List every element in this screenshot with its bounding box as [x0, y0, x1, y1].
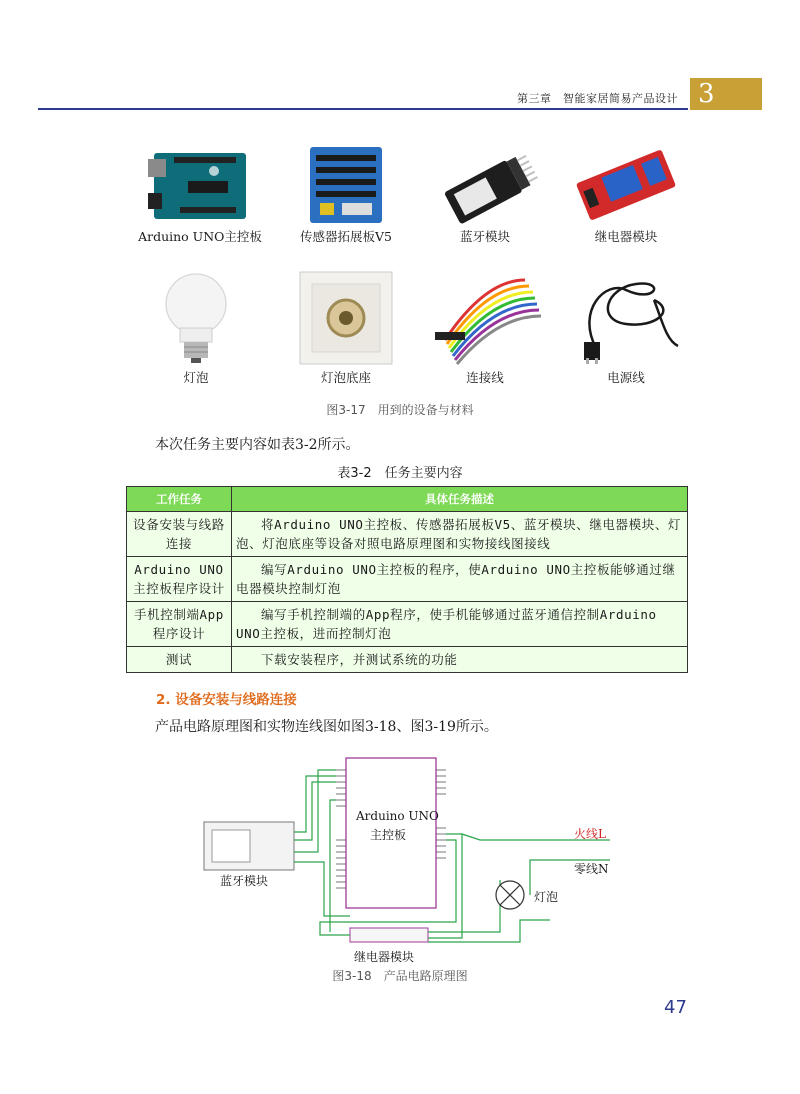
arduino-left-pins	[336, 770, 346, 888]
live-wire-label: 火线L	[574, 827, 606, 841]
table-row	[127, 647, 688, 673]
table-cell-desc: 编写手机控制端的App程序，使手机能够通过蓝牙通信控制Arduino UNO主控板，进而控制灯泡	[232, 602, 688, 647]
table-row	[127, 602, 688, 647]
intro-paragraph: 本次任务主要内容如表3-2所示。	[155, 437, 360, 453]
bulb-socket-icon	[286, 270, 406, 366]
board-label-line1: Arduino UNO	[356, 809, 439, 823]
signal-wires	[294, 770, 610, 942]
table-row	[127, 557, 688, 602]
item-label: Arduino UNO主控板	[138, 229, 262, 244]
item-label: 传感器拓展板V5	[300, 229, 392, 244]
bluetooth-label: 蓝牙模块	[220, 874, 269, 888]
page-number: 47	[664, 997, 687, 1018]
figure-caption: 图3-18 产品电路原理图	[332, 969, 468, 983]
table-cell-task: 测试	[127, 647, 232, 673]
table-header-cell: 具体任务描述	[232, 487, 688, 512]
power-cord-icon	[566, 270, 686, 366]
header-rule	[38, 108, 688, 110]
relay-module-icon	[566, 145, 686, 225]
item-label: 连接线	[466, 370, 504, 385]
sensor-shield-icon	[286, 145, 406, 225]
figure-caption: 图3-17 用到的设备与材料	[326, 403, 474, 417]
relay-module-body	[350, 928, 428, 942]
figure-item-arduino	[130, 145, 270, 245]
item-label: 继电器模块	[594, 229, 658, 244]
running-title: 第三章 智能家居简易产品设计	[517, 92, 678, 105]
circuit-diagram	[200, 740, 620, 965]
figure-item-relay	[556, 145, 696, 245]
figure-item-jumper-wires	[415, 270, 555, 386]
item-label: 灯泡底座	[320, 370, 371, 385]
table-cell-desc: 下载安装程序，并测试系统的功能	[232, 647, 688, 673]
table-cell-desc: 编写Arduino UNO主控板的程序，使Arduino UNO主控板能够通过继电器模块控制灯泡	[232, 557, 688, 602]
section-paragraph: 产品电路原理图和实物连线图如图3-18、图3-19所示。	[155, 719, 498, 735]
relay-label: 继电器模块	[354, 950, 415, 964]
task-table	[126, 486, 688, 673]
table-cell-task: 手机控制端App程序设计	[127, 602, 232, 647]
bluetooth-module-icon	[425, 145, 545, 225]
item-label: 电源线	[607, 370, 645, 385]
section-title: 2. 设备安装与线路连接	[156, 692, 297, 708]
figure-item-sensor-shield	[276, 145, 416, 245]
figure-item-power-cord	[556, 270, 696, 386]
bluetooth-antenna	[212, 830, 250, 862]
figure-item-bluetooth	[415, 145, 555, 245]
table-cell-task: 设备安装与线路连接	[127, 512, 232, 557]
item-label: 灯泡	[183, 370, 209, 385]
table-header-row	[127, 487, 688, 512]
figure-item-bulb-socket	[276, 270, 416, 386]
bulb-label: 灯泡	[534, 890, 559, 904]
table-cell-desc: 将Arduino UNO主控板、传感器拓展板V5、蓝牙模块、继电器模块、灯泡、灯泡底座等设备对照电路原理图和实物接线图接线	[232, 512, 688, 557]
item-label: 蓝牙模块	[459, 229, 510, 244]
arduino-board-icon	[140, 145, 260, 225]
board-label-line2: 主控板	[370, 828, 407, 842]
bulb-icon	[136, 270, 256, 366]
table-caption: 表3-2 任务主要内容	[337, 466, 463, 481]
figure-item-bulb	[126, 270, 266, 386]
table-header-cell: 工作任务	[127, 487, 232, 512]
neutral-wire-label: 零线N	[574, 862, 609, 876]
table-row	[127, 512, 688, 557]
jumper-wires-icon	[425, 270, 545, 366]
chapter-number-badge: 3	[690, 78, 762, 110]
table-cell-task: Arduino UNO主控板程序设计	[127, 557, 232, 602]
